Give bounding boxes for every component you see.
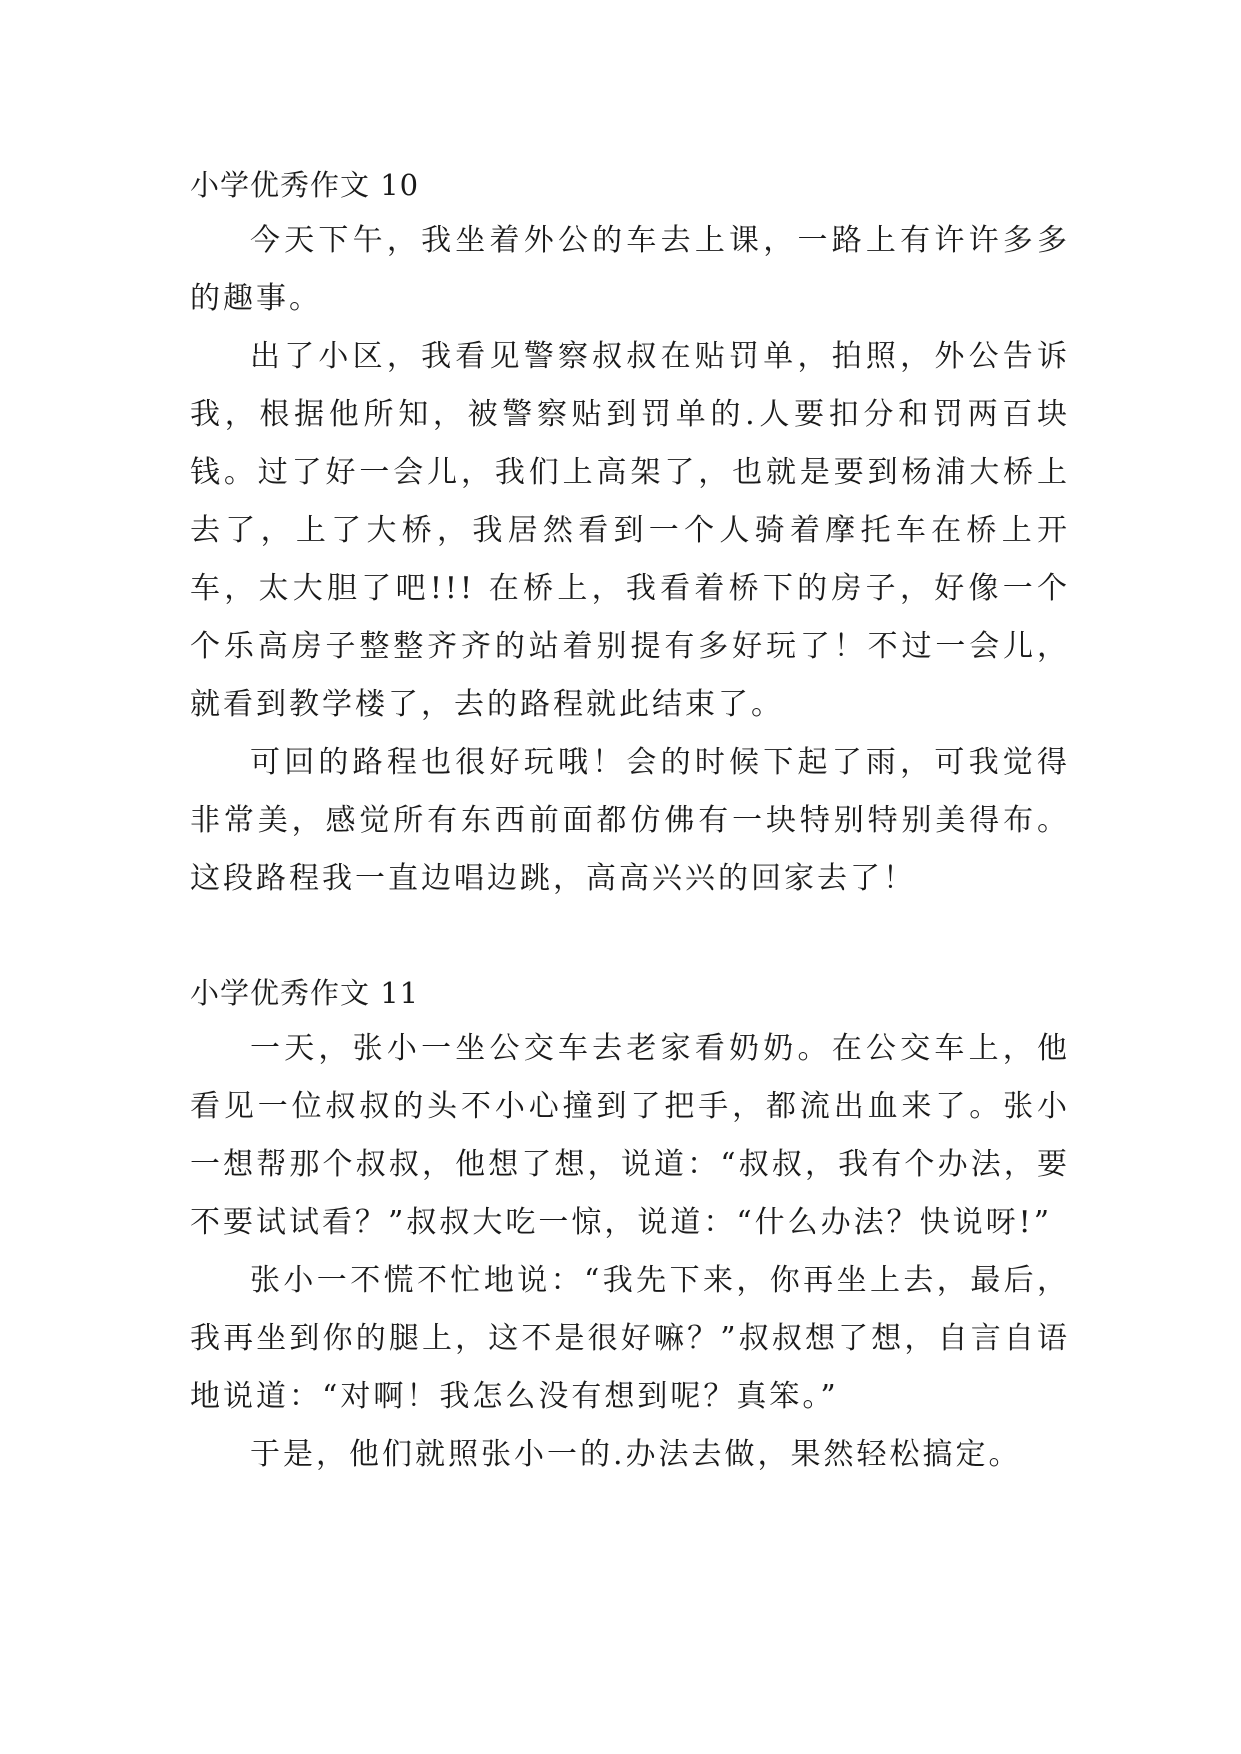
essay-paragraph: 今天下午，我坐着外公的车去上课，一路上有许许多多的趣事。 xyxy=(190,223,1070,316)
essay-title: 小学优秀作文 11 xyxy=(190,976,420,1010)
essay-paragraph: 于是，他们就照张小一的.办法去做，果然轻松搞定。 xyxy=(250,1437,1022,1472)
essay-paragraph: 张小一不慌不忙地说：“我先下来，你再坐上去，最后，我再坐到你的腿上，这不是很好嘛？”叔叔想了想，自言自语地说道：“对啊！我怎么没有想到呢？真笨。” xyxy=(190,1263,1070,1414)
essay-section-11 xyxy=(190,966,1070,1484)
essay-paragraph: 一天，张小一坐公交车去老家看奶奶。在公交车上，他看见一位叔叔的头不小心撞到了把手，都流出血来了。张小一想帮那个叔叔，他想了想，说道：“叔叔，我有个办法，要不要试试看？”叔叔大吃一惊，说道：“什么办法？快说呀!” xyxy=(190,1031,1070,1240)
essay-paragraph: 可回的路程也很好玩哦！会的时候下起了雨，可我觉得非常美，感觉所有东西前面都仿佛有一块特别特别美得布。这段路程我一直边唱边跳，高高兴兴的回家去了！ xyxy=(190,745,1070,896)
essay-title: 小学优秀作文 10 xyxy=(190,168,420,202)
essay-paragraph: 出了小区，我看见警察叔叔在贴罚单，拍照，外公告诉我，根据他所知，被警察贴到罚单的.人要扣分和罚两百块钱。过了好一会儿，我们上高架了，也就是要到杨浦大桥上去了，上了大桥，我居然看到一个人骑着摩托车在桥上开车，太大胆了吧!!! 在桥上，我看着桥下的房子，好像一个个乐高房子整整齐齐的站着别提有多好玩了！不过一会儿，就看到教学楼了，去的路程就此结束了。 xyxy=(190,339,1070,722)
essay-section-10 xyxy=(190,158,1070,908)
